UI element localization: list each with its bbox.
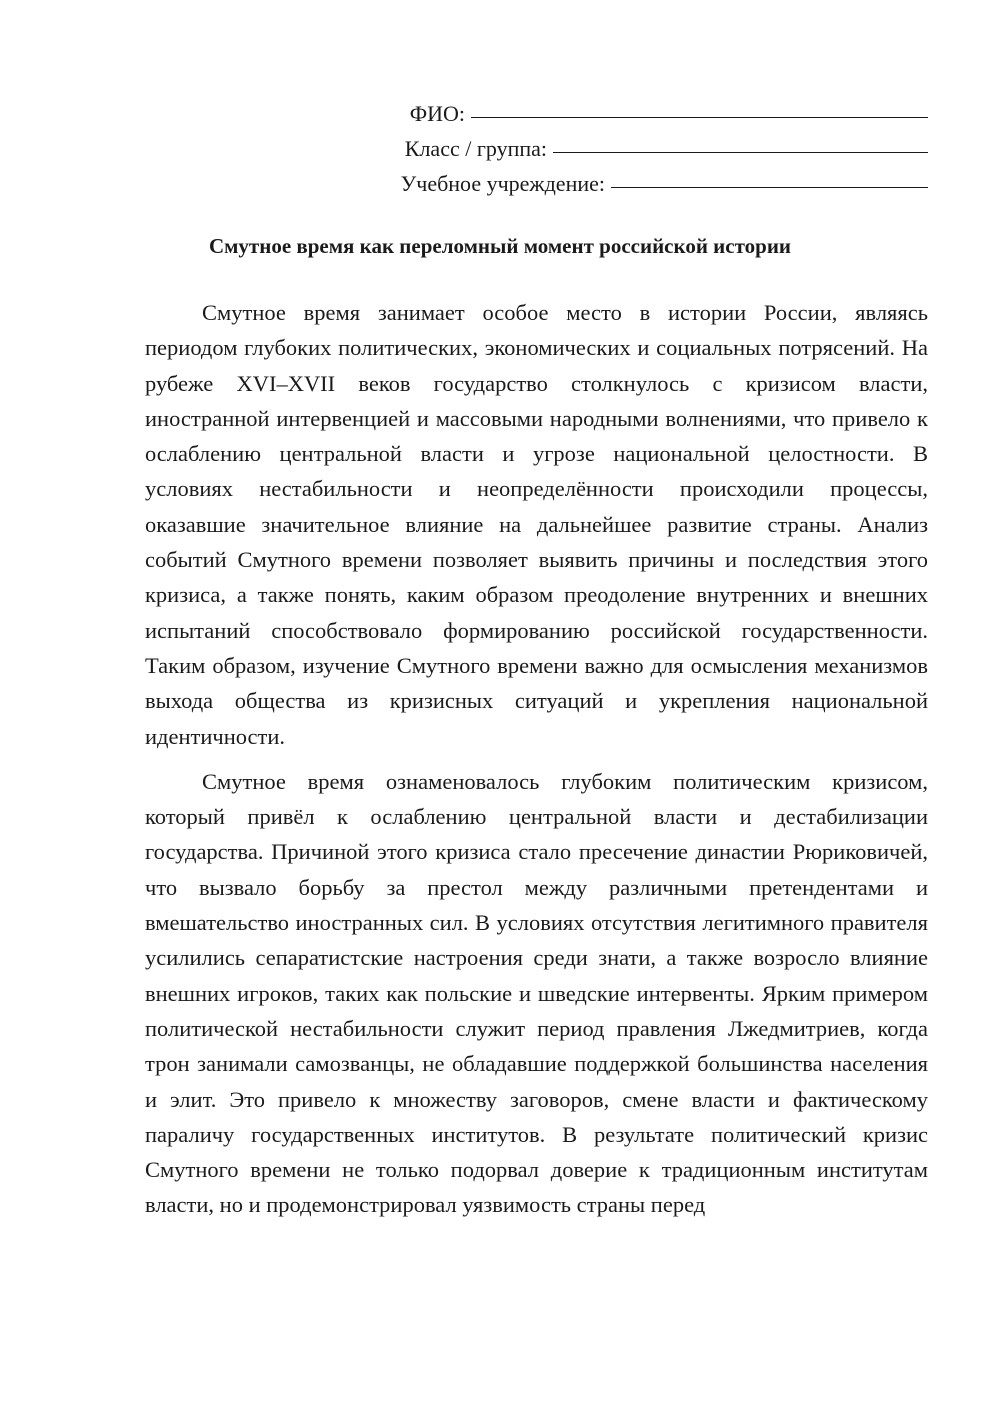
paragraph-1: Смутное время занимает особое место в истории России, являясь периодом глубоких политических, экономических и социальных потрясений. На рубеже XVI–XVII веков государство столкнулось с кризисом власти, иностранной интервенцией и массовыми народными волнениями, что привело к ослаблению центральной власти и угрозе национальной целостности. В условиях нестабильности и неопределённости происходили процессы, оказавшие значительное влияние на дальнейшее развитие страны. Анализ событий Смутного времени позволяет выявить причины и последствия этого кризиса, а также понять, каким образом преодоление внутренних и внешних испытаний способствовало формированию российской государственности. Таким образом, изучение Смутного времени важно для осмысления механизмов выхода общества из кризисных ситуаций и укрепления национальной идентичности.: [145, 300, 928, 749]
paragraph-2: Смутное время ознаменовалось глубоким политическим кризисом, который привёл к ослаблению центральной власти и дестабилизации государства. Причиной этого кризиса стало пресечение династии Рюриковичей, что вызвало борьбу за престол между различными претендентами и вмешательство иностранных сил. В условиях отсутствия легитимного правителя усилились сепаратистские настроения среди знати, а также возросло влияние внешних игроков, таких как польские и шведские интервенты. Ярким примером политической нестабильности служит период правления Лжедмитриев, когда трон занимали самозванцы, не обладавшие поддержкой большинства населения и элит. Это привело к множеству заговоров, смене власти и фактическому параличу государственных институтов. В результате политический кризис Смутного времени не только подорвал доверие к традиционным институтам власти, но и продемонстрировал уязвимость страны перед: [145, 768, 928, 1218]
class-label: Класс / группа:: [404, 136, 547, 161]
student-info-fields: [328, 96, 928, 201]
school-blank-line: [611, 165, 928, 188]
fio-blank-line: [471, 95, 928, 118]
fio-field: [328, 96, 928, 131]
fio-label: ФИО:: [409, 101, 465, 126]
class-field: [328, 131, 928, 166]
class-blank-line: [553, 130, 928, 153]
document-body: [145, 295, 928, 1233]
document-title: Смутное время как переломный момент российской истории: [208, 234, 792, 258]
school-field: [328, 166, 928, 201]
school-label: Учебное учреждение:: [400, 171, 605, 196]
